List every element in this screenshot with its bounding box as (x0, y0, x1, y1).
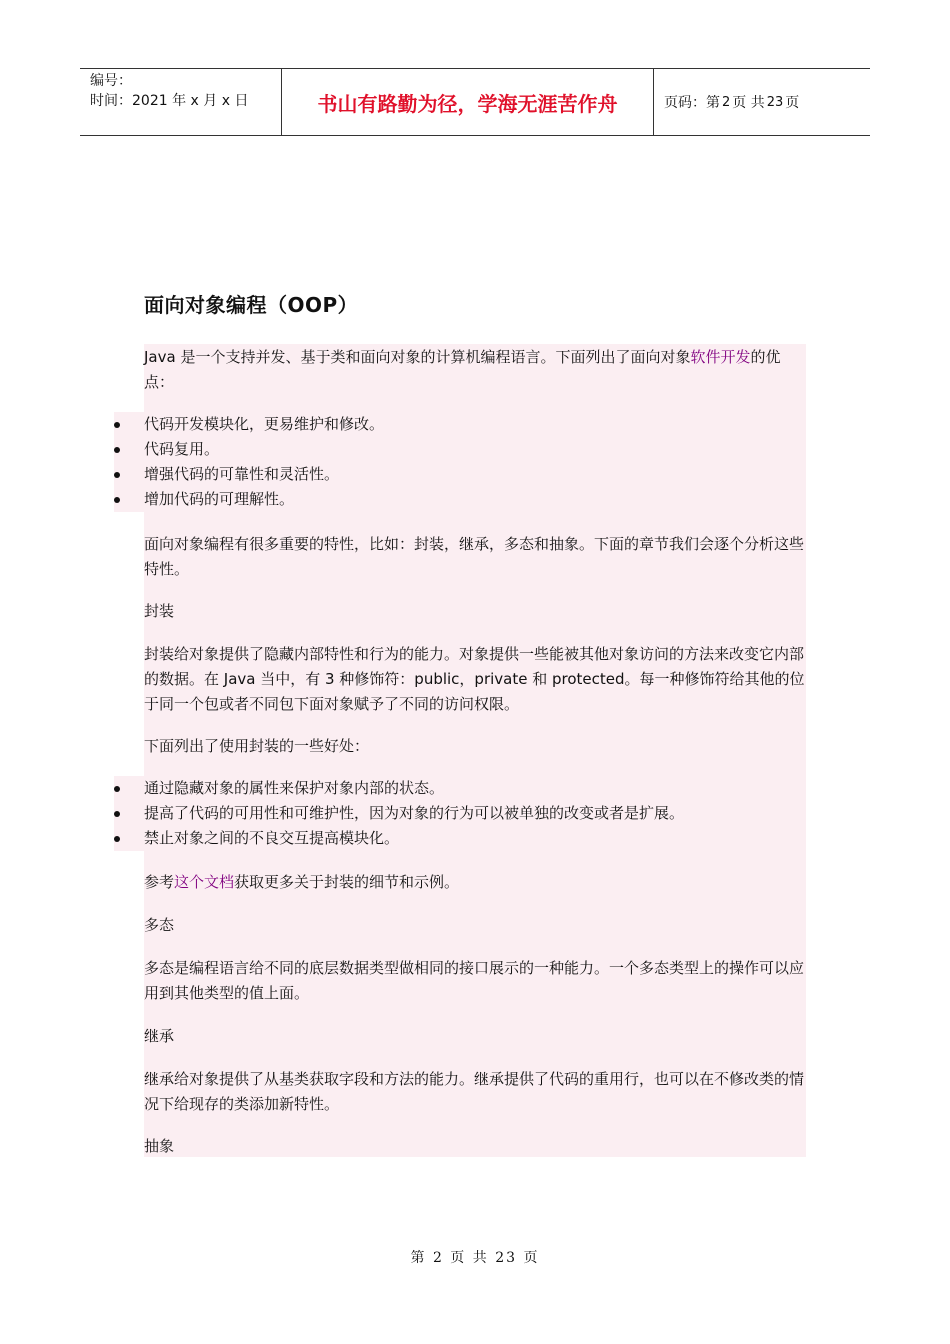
page-footer: 第 2 页 共 23 页 (410, 1250, 540, 1266)
list-item: 增强代码的可靠性和灵活性。 (144, 462, 806, 487)
page-header (80, 68, 870, 136)
list-item: 禁止对象之间的不良交互提高模块化。 (144, 826, 806, 851)
header-meta (80, 69, 282, 135)
features-paragraph: 面向对象编程有很多重要的特性，比如：封装，继承，多态和抽象。下面的章节我们会逐个分析这些特性。 (144, 535, 805, 578)
list-item: 代码开发模块化，更易维护和修改。 (144, 412, 806, 437)
page-mid: 页 共 (732, 95, 765, 111)
header-motto: 书山有路勤为径，学海无涯苦作舟 (282, 69, 654, 135)
polymorphism-paragraph: 多态是编程语言给不同的底层数据类型做相同的接口展示的一种能力。一个多态类型上的操作可以应用到其他类型的值上面。 (144, 959, 805, 1002)
list-item: 通过隐藏对象的属性来保护对象内部的状态。 (144, 776, 806, 801)
reference-paragraph: 参考这个文档获取更多关于封装的细节和示例。 (144, 873, 460, 891)
advantages-list (144, 412, 806, 512)
encapsulation-paragraph: 封装给对象提供了隐藏内部特性和行为的能力。对象提供一些能被其他对象访问的方法来改变它内部的数据。在 Java 当中，有 3 种修饰符：public，private 和 protected。每一种修饰符给其他的位于同一个包或者不同包下面对象赋予了不同的访问权限。 (144, 645, 805, 713)
bullet-icon (114, 447, 120, 453)
number-label: 编号： (90, 73, 132, 89)
intro-paragraph (144, 345, 806, 395)
bullet-icon (114, 786, 120, 792)
list-item: 提高了代码的可用性和可维护性，因为对象的行为可以被单独的改变或者是扩展。 (144, 801, 806, 826)
document-link[interactable]: 这个文档 (174, 873, 235, 891)
intro-text: Java 是一个支持并发、基于类和面向对象的计算机编程语言。下面列出了面向对象 (144, 348, 691, 366)
page-total: 23 (766, 94, 784, 110)
intro-text-end: 的优点： (144, 348, 781, 391)
bullet-icon (114, 497, 120, 503)
software-dev-link[interactable]: 软件开发 (690, 348, 751, 366)
list-item: 代码复用。 (144, 437, 806, 462)
inheritance-heading: 继承 (144, 1027, 175, 1045)
list-item: 增加代码的可理解性。 (144, 487, 806, 512)
page-prefix: 页码：第 (664, 95, 720, 111)
bullet-icon (114, 836, 120, 842)
page-number: 2 (722, 94, 731, 110)
bullet-icon (114, 811, 120, 817)
bullet-icon (114, 472, 120, 478)
page-title: 面向对象编程（OOP） (144, 293, 359, 317)
bullet-icon (114, 422, 120, 428)
inheritance-paragraph: 继承给对象提供了从基类获取字段和方法的能力。继承提供了代码的重用行，也可以在不修改类的情况下给现存的类添加新特性。 (144, 1070, 805, 1113)
page-suffix: 页 (785, 95, 800, 111)
abstraction-heading: 抽象 (144, 1137, 175, 1155)
benefits-intro: 下面列出了使用封装的一些好处： (144, 737, 370, 755)
time-label: 时间：2021 年 x 月 x 日 (90, 93, 249, 109)
encapsulation-heading: 封装 (144, 602, 175, 620)
polymorphism-heading: 多态 (144, 916, 175, 934)
header-page-info (654, 69, 870, 135)
benefits-list (144, 776, 806, 851)
